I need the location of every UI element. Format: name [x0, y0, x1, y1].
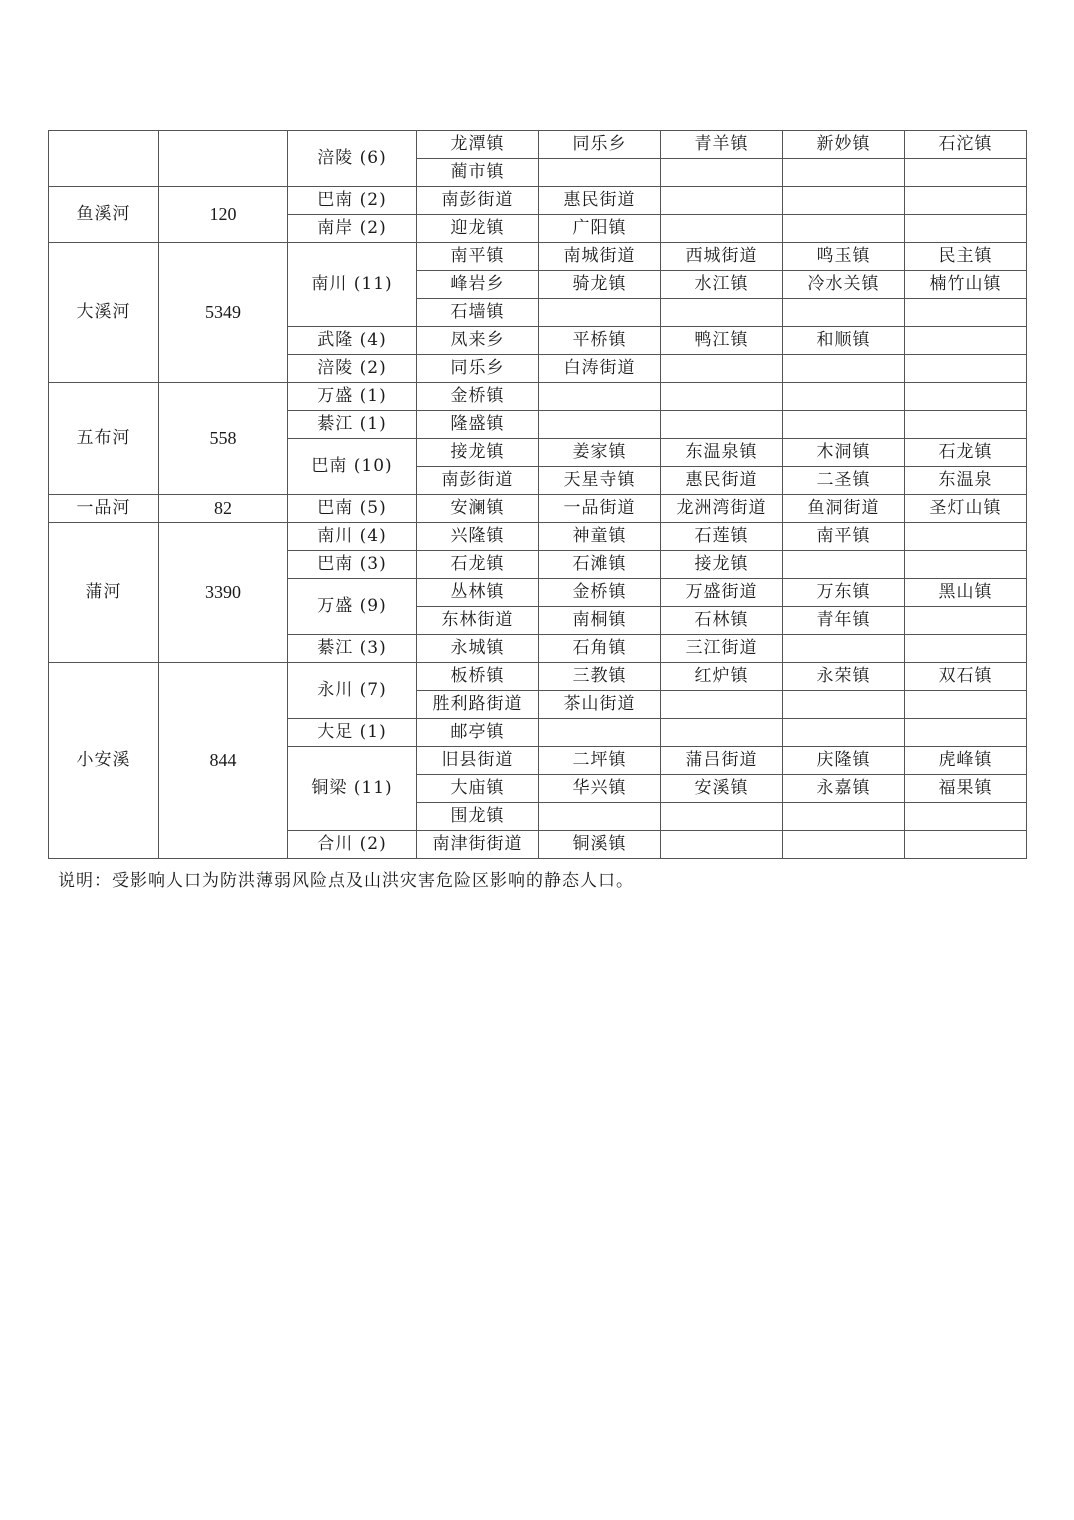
- town-cell: [539, 383, 661, 411]
- town-cell: 石林镇: [661, 607, 783, 635]
- town-cell: [905, 635, 1027, 663]
- town-cell: 青羊镇: [661, 131, 783, 159]
- table-row: [49, 243, 1027, 271]
- town-cell: 石龙镇: [905, 439, 1027, 467]
- town-cell: 东温泉镇: [661, 439, 783, 467]
- town-cell: 石莲镇: [661, 523, 783, 551]
- town-cell: 南平镇: [783, 523, 905, 551]
- town-cell: 姜家镇: [539, 439, 661, 467]
- town-cell: [905, 551, 1027, 579]
- town-cell: 南彭街道: [417, 467, 539, 495]
- town-cell: [661, 187, 783, 215]
- town-cell: [783, 383, 905, 411]
- town-cell: 虎峰镇: [905, 747, 1027, 775]
- town-cell: [539, 299, 661, 327]
- town-cell: 白涛街道: [539, 355, 661, 383]
- town-cell: 冷水关镇: [783, 271, 905, 299]
- town-cell: 永城镇: [417, 635, 539, 663]
- district-cell: 綦江 (1): [288, 411, 417, 439]
- district-cell: 合川 (2): [288, 831, 417, 859]
- population-cell: 120: [159, 187, 288, 243]
- population-cell: [159, 131, 288, 187]
- town-cell: 龙潭镇: [417, 131, 539, 159]
- town-cell: 广阳镇: [539, 215, 661, 243]
- district-cell: 铜梁 (11): [288, 747, 417, 831]
- town-cell: [905, 355, 1027, 383]
- river-cell: 鱼溪河: [49, 187, 159, 243]
- town-cell: [783, 355, 905, 383]
- town-cell: 茶山街道: [539, 691, 661, 719]
- town-cell: 民主镇: [905, 243, 1027, 271]
- district-cell: 南川 (11): [288, 243, 417, 327]
- town-cell: 红炉镇: [661, 663, 783, 691]
- town-cell: 鱼洞街道: [783, 495, 905, 523]
- town-cell: 南桐镇: [539, 607, 661, 635]
- town-cell: 同乐乡: [539, 131, 661, 159]
- population-cell: 558: [159, 383, 288, 495]
- town-cell: 和顺镇: [783, 327, 905, 355]
- town-cell: 蔺市镇: [417, 159, 539, 187]
- district-cell: 南岸 (2): [288, 215, 417, 243]
- town-cell: 二圣镇: [783, 467, 905, 495]
- district-cell: 涪陵 (2): [288, 355, 417, 383]
- district-cell: 巴南 (3): [288, 551, 417, 579]
- district-cell: 万盛 (9): [288, 579, 417, 635]
- town-cell: [539, 159, 661, 187]
- town-cell: [905, 719, 1027, 747]
- town-cell: 华兴镇: [539, 775, 661, 803]
- town-cell: 圣灯山镇: [905, 495, 1027, 523]
- town-cell: 兴隆镇: [417, 523, 539, 551]
- district-cell: 涪陵 (6): [288, 131, 417, 187]
- town-cell: 平桥镇: [539, 327, 661, 355]
- town-cell: 接龙镇: [661, 551, 783, 579]
- town-cell: 南平镇: [417, 243, 539, 271]
- town-cell: 大庙镇: [417, 775, 539, 803]
- town-cell: [539, 411, 661, 439]
- town-cell: [905, 831, 1027, 859]
- town-cell: 石沱镇: [905, 131, 1027, 159]
- town-cell: 石角镇: [539, 635, 661, 663]
- town-cell: 三江街道: [661, 635, 783, 663]
- town-cell: 一品街道: [539, 495, 661, 523]
- town-cell: 福果镇: [905, 775, 1027, 803]
- town-cell: 东温泉: [905, 467, 1027, 495]
- town-cell: 天星寺镇: [539, 467, 661, 495]
- population-cell: 82: [159, 495, 288, 523]
- town-cell: [905, 523, 1027, 551]
- town-cell: [783, 215, 905, 243]
- town-cell: 金桥镇: [417, 383, 539, 411]
- town-cell: [783, 719, 905, 747]
- town-cell: [539, 803, 661, 831]
- town-cell: 万东镇: [783, 579, 905, 607]
- town-cell: [783, 691, 905, 719]
- district-cell: 巴南 (10): [288, 439, 417, 495]
- town-cell: 凤来乡: [417, 327, 539, 355]
- river-cell: 小安溪: [49, 663, 159, 859]
- town-cell: 南彭街道: [417, 187, 539, 215]
- town-cell: [661, 299, 783, 327]
- town-cell: 丛林镇: [417, 579, 539, 607]
- town-cell: [783, 551, 905, 579]
- town-cell: [661, 411, 783, 439]
- town-cell: 安溪镇: [661, 775, 783, 803]
- town-cell: 楠竹山镇: [905, 271, 1027, 299]
- town-cell: 庆隆镇: [783, 747, 905, 775]
- town-cell: 东林街道: [417, 607, 539, 635]
- town-cell: 鸣玉镇: [783, 243, 905, 271]
- town-cell: 铜溪镇: [539, 831, 661, 859]
- town-cell: [661, 215, 783, 243]
- affected-towns-table: [48, 130, 1027, 859]
- district-cell: 南川 (4): [288, 523, 417, 551]
- district-cell: 巴南 (5): [288, 495, 417, 523]
- district-cell: 武隆 (4): [288, 327, 417, 355]
- town-cell: [905, 187, 1027, 215]
- town-cell: 峰岩乡: [417, 271, 539, 299]
- town-cell: [783, 411, 905, 439]
- town-cell: 金桥镇: [539, 579, 661, 607]
- table-row: [49, 663, 1027, 691]
- town-cell: 新妙镇: [783, 131, 905, 159]
- town-cell: [783, 803, 905, 831]
- district-cell: 永川 (7): [288, 663, 417, 719]
- town-cell: [783, 831, 905, 859]
- town-cell: [661, 803, 783, 831]
- table-row: [49, 495, 1027, 523]
- town-cell: 石墙镇: [417, 299, 539, 327]
- town-cell: 二坪镇: [539, 747, 661, 775]
- town-cell: 南城街道: [539, 243, 661, 271]
- town-cell: 接龙镇: [417, 439, 539, 467]
- town-cell: [905, 803, 1027, 831]
- town-cell: [905, 327, 1027, 355]
- district-cell: 万盛 (1): [288, 383, 417, 411]
- town-cell: 惠民街道: [539, 187, 661, 215]
- table-row: [49, 131, 1027, 159]
- town-cell: [783, 187, 905, 215]
- town-cell: 西城街道: [661, 243, 783, 271]
- table-row: [49, 523, 1027, 551]
- town-cell: 蒲吕街道: [661, 747, 783, 775]
- river-cell: 大溪河: [49, 243, 159, 383]
- town-cell: 石滩镇: [539, 551, 661, 579]
- town-cell: 围龙镇: [417, 803, 539, 831]
- river-cell: [49, 131, 159, 187]
- town-cell: 南津街街道: [417, 831, 539, 859]
- table-row: [49, 187, 1027, 215]
- town-cell: [661, 719, 783, 747]
- town-cell: [905, 691, 1027, 719]
- town-cell: 龙洲湾街道: [661, 495, 783, 523]
- river-cell: 蒲河: [49, 523, 159, 663]
- town-cell: [905, 411, 1027, 439]
- town-cell: 板桥镇: [417, 663, 539, 691]
- town-cell: 黑山镇: [905, 579, 1027, 607]
- town-cell: 骑龙镇: [539, 271, 661, 299]
- town-cell: [905, 383, 1027, 411]
- table-row: [49, 383, 1027, 411]
- town-cell: [783, 159, 905, 187]
- town-cell: [661, 831, 783, 859]
- town-cell: 永嘉镇: [783, 775, 905, 803]
- town-cell: 三教镇: [539, 663, 661, 691]
- town-cell: [661, 691, 783, 719]
- river-cell: 五布河: [49, 383, 159, 495]
- town-cell: 同乐乡: [417, 355, 539, 383]
- town-cell: [661, 355, 783, 383]
- town-cell: 木洞镇: [783, 439, 905, 467]
- town-cell: [661, 159, 783, 187]
- town-cell: [783, 635, 905, 663]
- population-cell: 5349: [159, 243, 288, 383]
- town-cell: 鸭江镇: [661, 327, 783, 355]
- town-cell: 青年镇: [783, 607, 905, 635]
- town-cell: 迎龙镇: [417, 215, 539, 243]
- town-cell: 隆盛镇: [417, 411, 539, 439]
- town-cell: 胜利路街道: [417, 691, 539, 719]
- population-cell: 3390: [159, 523, 288, 663]
- town-cell: [661, 383, 783, 411]
- town-cell: [905, 607, 1027, 635]
- district-cell: 巴南 (2): [288, 187, 417, 215]
- district-cell: 大足 (1): [288, 719, 417, 747]
- town-cell: 安澜镇: [417, 495, 539, 523]
- town-cell: 水江镇: [661, 271, 783, 299]
- town-cell: [905, 215, 1027, 243]
- town-cell: 石龙镇: [417, 551, 539, 579]
- town-cell: [905, 299, 1027, 327]
- town-cell: 旧县街道: [417, 747, 539, 775]
- population-cell: 844: [159, 663, 288, 859]
- river-cell: 一品河: [49, 495, 159, 523]
- town-cell: [783, 299, 905, 327]
- town-cell: 神童镇: [539, 523, 661, 551]
- town-cell: 邮亭镇: [417, 719, 539, 747]
- town-cell: 双石镇: [905, 663, 1027, 691]
- town-cell: [905, 159, 1027, 187]
- district-cell: 綦江 (3): [288, 635, 417, 663]
- town-cell: 永荣镇: [783, 663, 905, 691]
- table-note: 说明：受影响人口为防洪薄弱风险点及山洪灾害危险区影响的静态人口。: [58, 871, 634, 891]
- town-cell: 惠民街道: [661, 467, 783, 495]
- town-cell: [539, 719, 661, 747]
- town-cell: 万盛街道: [661, 579, 783, 607]
